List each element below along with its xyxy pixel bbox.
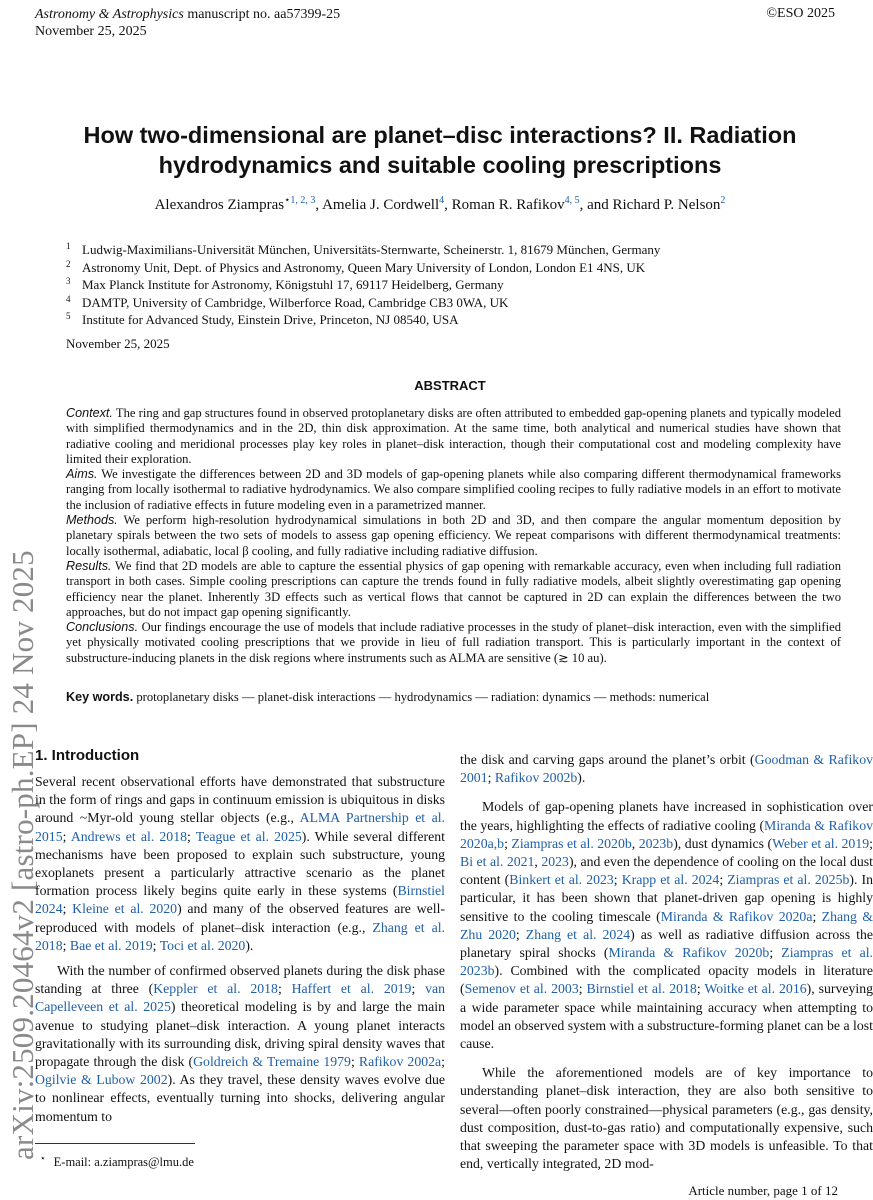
citation-link[interactable]: Ziampras et al. 2023b [460, 945, 873, 979]
citation-link[interactable]: Ziampras et al. 2020b [511, 835, 632, 851]
paragraph: While the aforementioned models are of key importance to understanding planet–disk interaction, they are also both sensitive to several—often poorly constrained—physical parameters (e.g., gas density, dust composition, dust-to-gas ratio) and computationally expensive, such that sweeping the parameter space with 3D models is unfeasible. To that end, vertically integrated, 2D mod- [460, 1065, 873, 1172]
citation-link[interactable]: Zhang et al. 2018 [35, 919, 446, 953]
citation-link[interactable]: 2023 [541, 854, 569, 870]
citation-link[interactable]: Andrews et al. 2018 [70, 828, 187, 844]
author-name: Amelia J. Cordwell [322, 197, 440, 213]
title-line-2: hydrodynamics and suitable cooling prescriptions [158, 152, 722, 178]
citation-link[interactable]: Bi et al. 2021 [460, 854, 535, 870]
section-title: 1. Introduction [35, 747, 140, 764]
running-header [35, 6, 340, 40]
citation-link[interactable]: Zhang & Zhu 2020 [460, 908, 873, 942]
citation-link[interactable]: Ogilvie & Lubow 2002 [35, 1072, 168, 1088]
abstract-heading: ABSTRACT [414, 378, 486, 393]
author-name: Richard P. Nelson [612, 197, 721, 213]
citation-link[interactable]: Haffert et al. 2019 [291, 981, 412, 997]
abstract-body [66, 406, 841, 666]
affiliation: 1 Ludwig-Maximilians-Universität München, Universitäts-Sternwarte, Scheinerstr. 1, 81679 München, Germany [66, 241, 661, 257]
abstract-aims: Aims. We investigate the differences between 2D and 3D models of gap-opening planets while also comparing different thermodynamical frameworks ranging from locally isothermal to radiative hydrodynamics. We also compare simplified cooling recipes to fully radiative models in an effort to motivate the inclusion of radiative effects in future modeling even in a parametrized manner. [66, 467, 842, 512]
citation-link[interactable]: Kleine et al. 2020 [72, 901, 178, 917]
abstract-context: Context. The ring and gap structures found in observed protoplanetary disks are often attributed to embedded gap-opening planets and typically modeled with simplified thermodynamics and in the 2D, thin disk approximation. At the same time, both analytical and numerical studies have shown that radiative cooling and meridional processes play key roles in planet–disk interaction, though their computational cost and modeling complexity have limited their exploration. [66, 406, 841, 466]
citation-link[interactable]: van Capelleveen et al. 2025 [35, 981, 445, 1015]
footnote-email: E-mail: a.ziampras@lmu.de [53, 1155, 194, 1170]
copyright: ©ESO 2025 [766, 6, 835, 21]
citation-link[interactable]: Teague et al. 2025 [195, 828, 302, 844]
author-name: Alexandros Ziampras [154, 197, 285, 213]
citation-link[interactable]: ALMA Partnership et al. 2015 [35, 810, 445, 844]
paper-title [40, 120, 840, 180]
keywords [66, 690, 841, 705]
citation-link[interactable]: Bae et al. 2019 [69, 937, 153, 953]
citation-link[interactable]: Keppler et al. 2018 [153, 981, 278, 997]
citation-link[interactable]: Birnstiel et al. 2018 [586, 981, 697, 997]
paragraph: Models of gap-opening planets have increased in sophistication over the years, highlighting the effects of radiative cooling (Miranda & Rafikov 2020a,b; Ziampras et al. 2020b, 2023b), dust dynamics (Weber et al. 2019; Bi et al. 2021, 2023), and even the dependence of cooling on the local dust content (Binkert et al. 2023; Krapp et al. 2024; Ziampras et al. 2025b). In particular, it has been shown that planet-driven gap opening is highly sensitive to the cooling timescale (Miranda & Rafikov 2020a; Zhang & Zhu 2020; Zhang et al. 2024) as well as radiative diffusion across the planetary spiral shocks (Miranda & Rafikov 2020b; Ziampras et al. 2023b). Combined with the complicated opacity models in literature (Semenov et al. 2003; Birnstiel et al. 2018; Woitke et al. 2016), surveying a wide parameter space while maintaining accuracy when attempting to model an observed system with a substructure-forming planet can be a lost cause. [460, 799, 873, 1052]
citation-link[interactable]: Krapp et al. 2024 [621, 872, 720, 888]
body-column-left [35, 773, 445, 1126]
citation-link[interactable]: Miranda & Rafikov 2020a [660, 908, 813, 924]
author-affil-marks[interactable]: 4 [439, 195, 445, 206]
affiliation: 2 Astronomy Unit, Dept. of Physics and Astronomy, Queen Mary University of London, London E1 4NS, UK [66, 258, 646, 275]
footnote-rule [35, 1143, 195, 1144]
author-affil-marks[interactable]: ⋆1, 2, 3 [284, 195, 316, 206]
title-line-1: How two-dimensional are planet–disc interactions? II. Radiation [83, 122, 797, 148]
abstract-methods: Methods. We perform high-resolution hydrodynamical simulations in both 2D and 3D, and then compare the angular momentum deposition by planetary spirals between the two sets of models to assess gap opening efficiency. We repeat comparisons with different thermodynamical treatments: locally isothermal, adiabatic, local β cooling, and fully radiative including radiative diffusion. [66, 513, 841, 558]
paragraph: the disk and carving gaps around the planet’s orbit (Goodman & Rafikov 2001; Rafikov 2002b). [460, 752, 873, 786]
citation-link[interactable]: Binkert et al. 2023 [509, 872, 614, 888]
author-list: Alexandros Ziampras$^{⋆1, 2, 3}$, Amelia J. Cordwell$^4$, Roman R. Rafikov$^{4, 5}$, and Richard P. Nelson$^2$ [154, 195, 726, 213]
paragraph: Several recent observational efforts have demonstrated that substructure in the form of rings and gaps in continuum emission is ubiquitous in disks around ~Myr-old young stellar objects (e.g., ALMA Partnership et al. 2015; Andrews et al. 2018; Teague et al. 2025). While several different mechanisms have been proposed to explain such substructure, young exoplanets present a particularly attractive scenario as the planet formation process likely begins quite early in these systems (Birnstiel 2024; Kleine et al. 2020) and many of the observed features are well-reproduced with models of planet–disk interaction (e.g., Zhang et al. 2018; Bae et al. 2019; Toci et al. 2020). [35, 774, 446, 953]
citation-link[interactable]: Rafikov 2002b [494, 770, 578, 786]
affiliation: 5 Institute for Advanced Study, Einstein Drive, Princeton, NJ 08540, USA [66, 311, 459, 327]
keywords-list: protoplanetary disks — planet-disk interactions — hydrodynamics — radiation: dynamics — methods: numerical [136, 690, 710, 704]
arxiv-watermark[interactable]: arXiv:2509.20464v2 [astro-ph.EP] 24 Nov 2025 [5, 550, 40, 1160]
footnote: ⋆ E-mail: a.ziampras@lmu.de [40, 1153, 194, 1170]
keywords-label: Key words. [66, 690, 134, 704]
citation-link[interactable]: Woitke et al. 2016 [704, 981, 807, 997]
affiliation: 4 DAMTP, University of Cambridge, Wilberforce Road, Cambridge CB3 0WA, UK [66, 293, 509, 310]
citation-link[interactable]: Ziampras et al. 2025b [727, 872, 850, 888]
citation-link[interactable]: Goldreich & Tremaine 1979 [193, 1054, 351, 1070]
citation-link[interactable]: Miranda & Rafikov 2020b [608, 945, 770, 961]
citation-link[interactable]: Toci et al. 2020 [159, 937, 246, 953]
affiliations [66, 241, 660, 329]
page-footer: Article number, page 1 of 12 [688, 1183, 838, 1198]
citation-link[interactable]: 2023b [638, 835, 674, 851]
author-affil-marks[interactable]: 2 [720, 195, 726, 206]
manuscript-number: manuscript no. aa57399-25 [187, 7, 341, 22]
citation-link[interactable]: Semenov et al. 2003 [464, 981, 579, 997]
abstract-results: Results. We find that 2D models are able to capture the essential physics of gap opening with remarkable accuracy, even when including full radiation transport in both cases. Simple cooling prescriptions can capture the trends found in fully radiative models, albeit slightly overestimating gap opening efficiency near the planet. Inherently 3D effects such as vertical flows that cannot be captured in 2D can explain the differences between the two approaches, but do not impact gap opening significantly. [66, 558, 841, 619]
citation-link[interactable]: Rafikov 2002a [358, 1054, 442, 1070]
body-column-right [460, 751, 873, 1173]
citation-link[interactable]: Birnstiel 2024 [35, 883, 445, 917]
citation-link[interactable]: Miranda & Rafikov 2020a,b [460, 817, 873, 851]
citation-link[interactable]: Zhang et al. 2024 [525, 926, 631, 942]
affiliation: 3 Max Planck Institute for Astronomy, Königstuhl 17, 69117 Heidelberg, Germany [66, 276, 504, 292]
citation-link[interactable]: Goodman & Rafikov 2001 [460, 752, 873, 786]
author-affil-marks[interactable]: 4, 5 [564, 195, 580, 206]
paragraph: With the number of confirmed observed planets during the disk phase standing at three (Keppler et al. 2018; Haffert et al. 2019; van Capelleveen et al. 2025) theoretical modeling is by and large the main avenue to studying planet–disk interaction. A young planet interacts gravitationally with its surrounding disk, driving spiral density waves that propagate through the disk (Goldreich & Tremaine 1979; Rafikov 2002a; Ogilvie & Lubow 2002). As they travel, these density waves evolve due to nonlinear effects, eventually turning into shocks, delivering angular momentum to [35, 963, 445, 1124]
received-date: November 25, 2025 [66, 336, 170, 351]
author-name: Roman R. Rafikov [451, 197, 565, 213]
header-date: November 25, 2025 [35, 24, 147, 39]
citation-link[interactable]: Weber et al. 2019 [772, 835, 870, 851]
abstract-conclusions: Conclusions. Our findings encourage the use of models that include radiative processes in the study of planet–disk interaction, even with the simplified yet physically motivated cooling prescriptions that we provide in lieu of full radiation transport. This is particularly important in the context of substructure-inducing planets in the disk regions where instruments such as ALMA are sensitive (≳ 10 au). [66, 620, 841, 665]
journal-name: Astronomy & Astrophysics [35, 7, 184, 22]
